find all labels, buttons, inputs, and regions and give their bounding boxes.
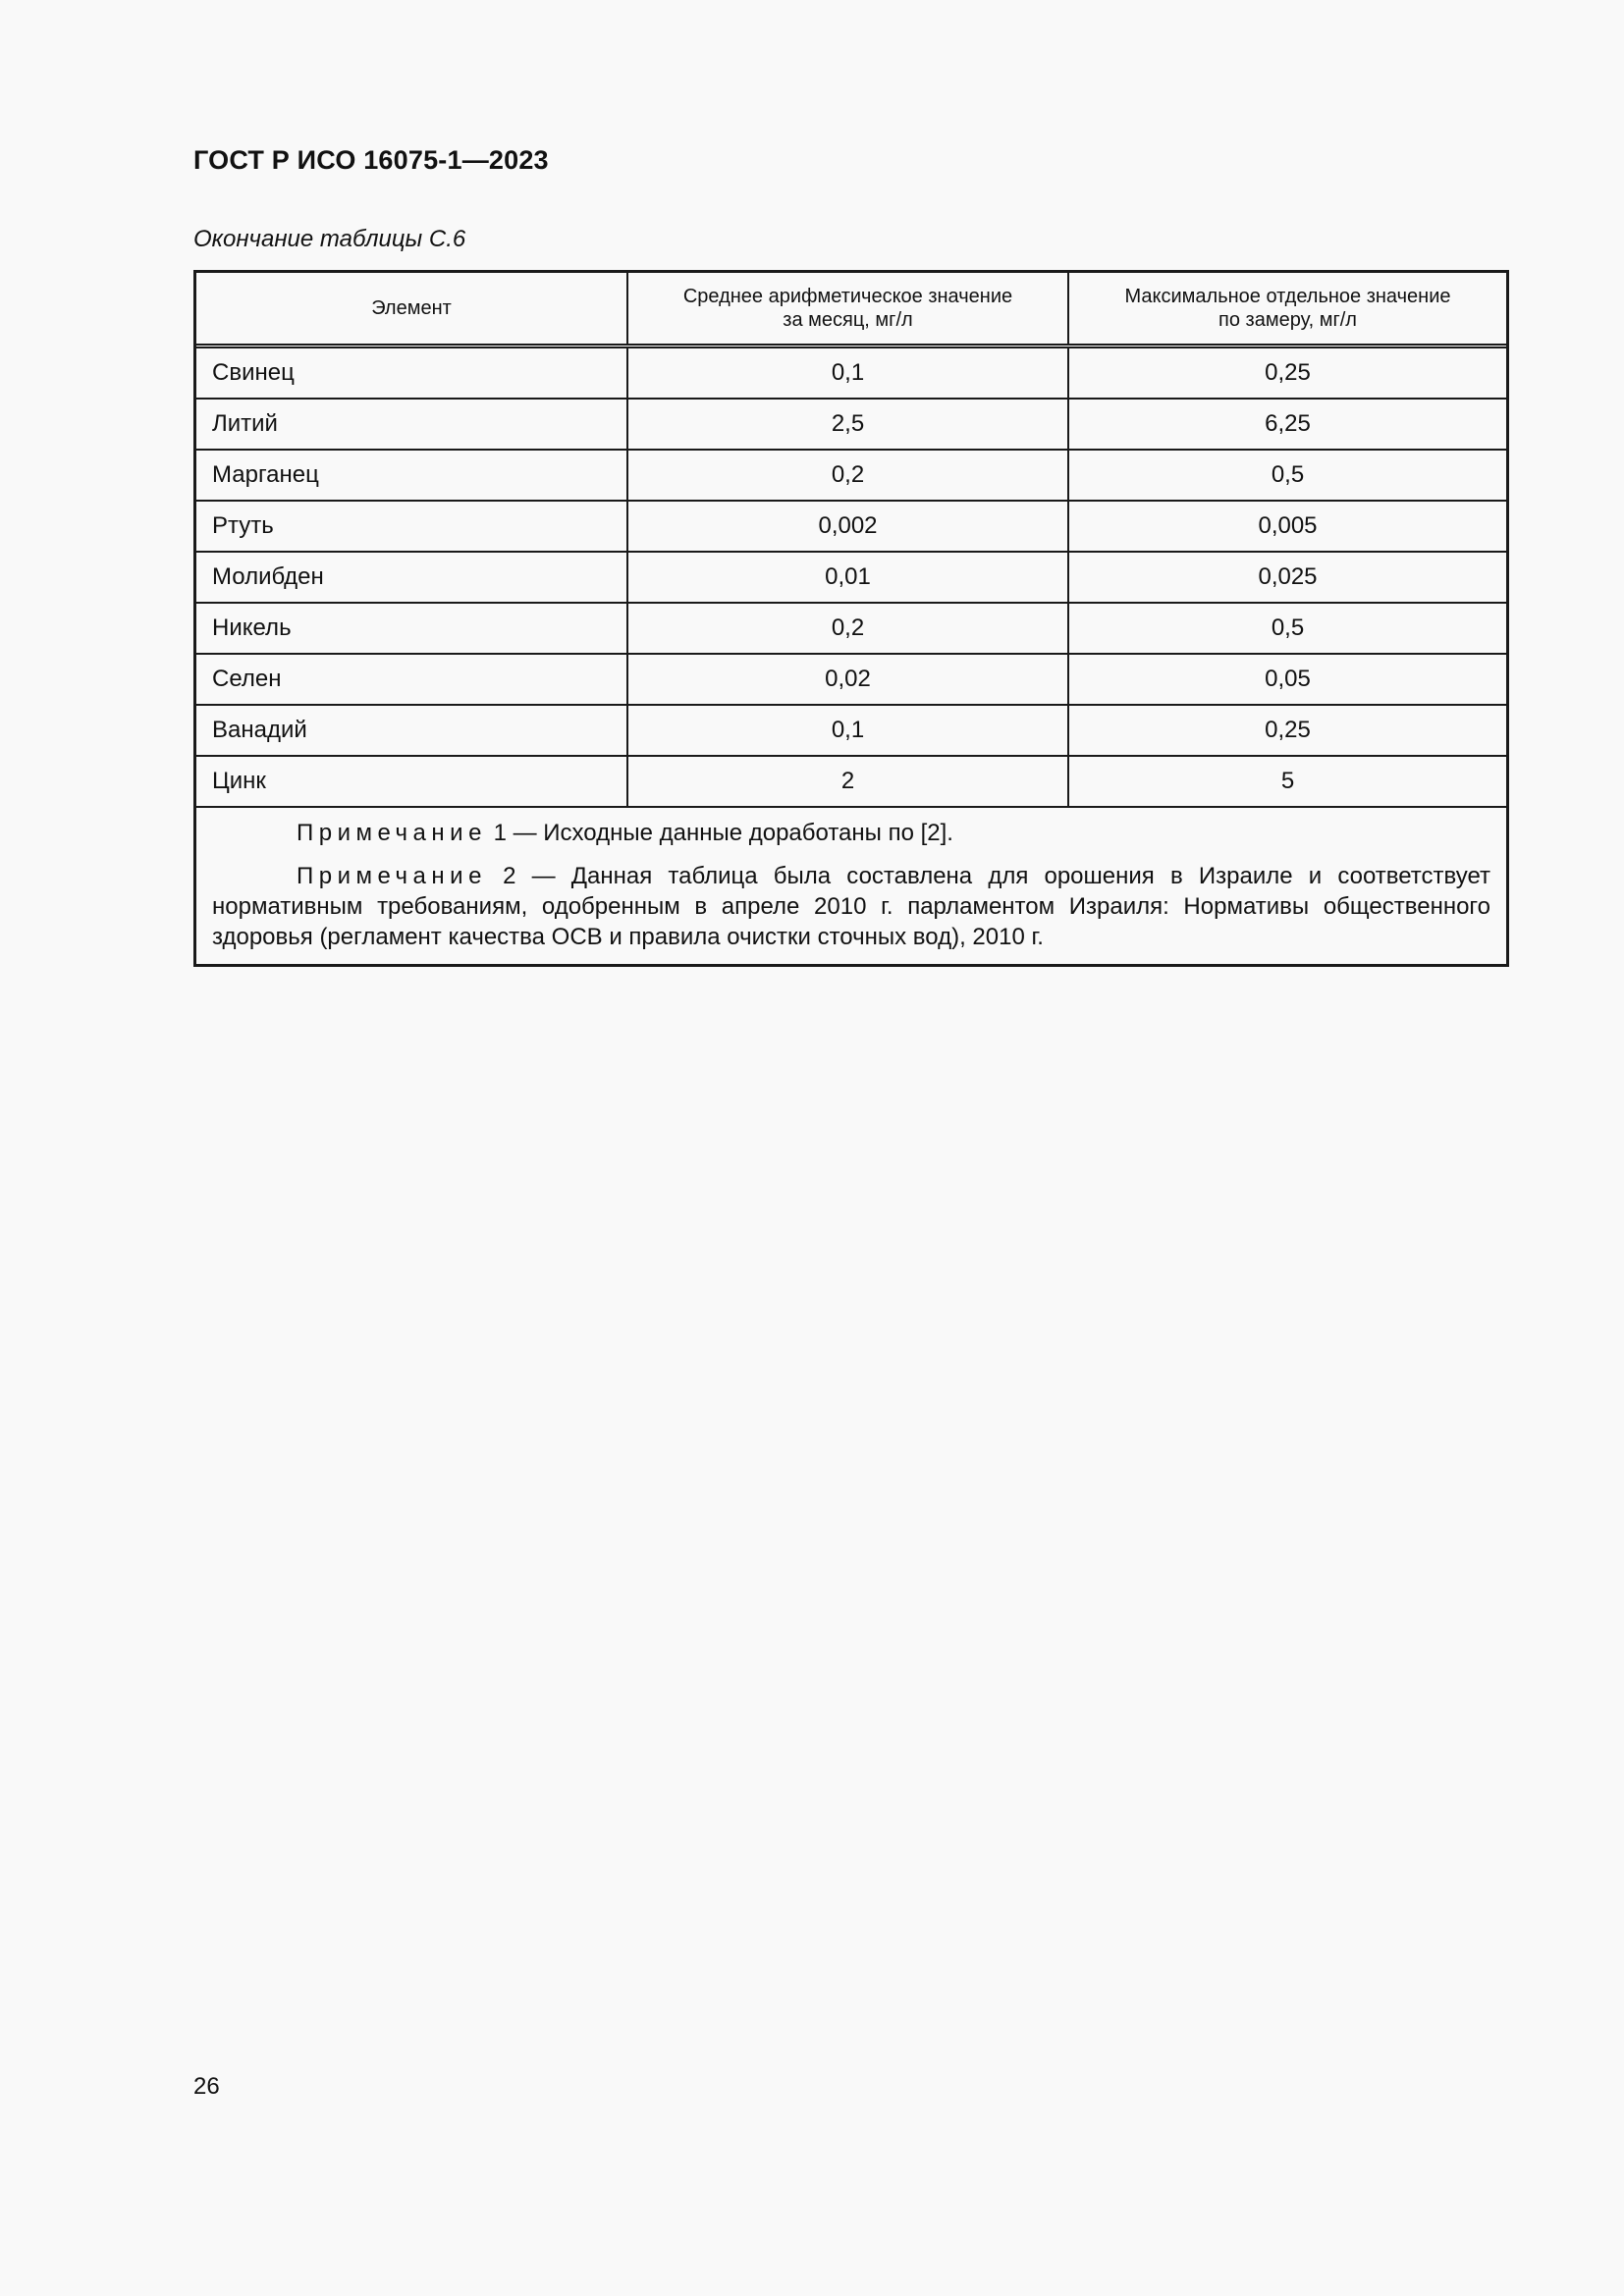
table-notes bbox=[196, 808, 1506, 964]
average-value-cell: 0,1 bbox=[628, 706, 1069, 755]
note-2 bbox=[212, 861, 1490, 952]
column-header-average bbox=[628, 273, 1069, 344]
maximum-value-cell: 0,025 bbox=[1258, 563, 1318, 590]
note-1-label: Примечание bbox=[297, 820, 487, 846]
column-header-average-label: Среднее арифметическое значение за месяц, мг/л bbox=[682, 286, 1013, 331]
page-number: 26 bbox=[193, 2073, 220, 2100]
data-table bbox=[193, 270, 1509, 967]
element-cell: Молибден bbox=[196, 553, 628, 602]
element-cell: Литий bbox=[196, 400, 628, 449]
average-value-cell: 0,01 bbox=[628, 553, 1069, 602]
maximum-value-cell: 6,25 bbox=[1265, 410, 1311, 437]
maximum-value-cell: 5 bbox=[1280, 768, 1295, 794]
maximum-value-cell: 0,5 bbox=[1271, 461, 1305, 488]
average-value-cell: 0,2 bbox=[628, 451, 1069, 500]
note-2-text: 2 — Данная таблица была составлена для орошения в Израиле и соответствует нормативным требованиям, одобренным в апреле 2010 г. парламентом Израиля: Нормативы общественного здоровья (регламент качества ОСВ и правила очистки сточных вод), 2010 г. bbox=[212, 863, 1490, 950]
maximum-value-cell: 0,005 bbox=[1258, 512, 1318, 539]
column-header-maximum-label: Максимальное отдельное значение по замеру, мг/л bbox=[1124, 286, 1451, 331]
element-cell: Цинк bbox=[196, 757, 628, 806]
maximum-value-cell: 0,05 bbox=[1265, 666, 1311, 692]
table-row bbox=[196, 655, 1506, 706]
element-cell: Селен bbox=[196, 655, 628, 704]
table-caption: Окончание таблицы С.6 bbox=[193, 226, 466, 252]
element-cell: Ванадий bbox=[196, 706, 628, 755]
element-cell: Ртуть bbox=[196, 502, 628, 551]
element-cell: Марганец bbox=[196, 451, 628, 500]
note-2-label: Примечание bbox=[297, 863, 487, 889]
average-value-cell: 2 bbox=[628, 757, 1069, 806]
table-row bbox=[196, 502, 1506, 553]
table-row bbox=[196, 348, 1506, 400]
maximum-value-cell: 0,25 bbox=[1265, 359, 1311, 386]
table-header-row bbox=[196, 273, 1506, 348]
element-cell: Свинец bbox=[196, 348, 628, 398]
table-row bbox=[196, 451, 1506, 502]
column-header-element bbox=[196, 273, 628, 344]
note-1-text: 1 — Исходные данные доработаны по [2]. bbox=[486, 820, 953, 846]
column-header-element-label: Элемент bbox=[371, 297, 452, 319]
average-value-cell: 0,1 bbox=[628, 348, 1069, 398]
element-cell: Никель bbox=[196, 604, 628, 653]
document-header: ГОСТ Р ИСО 16075-1—2023 bbox=[193, 145, 549, 175]
average-value-cell: 0,02 bbox=[628, 655, 1069, 704]
table-row bbox=[196, 400, 1506, 451]
note-1 bbox=[212, 818, 1490, 848]
average-value-cell: 0,002 bbox=[628, 502, 1069, 551]
table-row bbox=[196, 553, 1506, 604]
maximum-value-cell: 0,25 bbox=[1265, 717, 1311, 743]
table-row bbox=[196, 757, 1506, 808]
table-row bbox=[196, 604, 1506, 655]
table-row bbox=[196, 706, 1506, 757]
column-header-maximum bbox=[1069, 273, 1506, 344]
maximum-value-cell: 0,5 bbox=[1271, 614, 1305, 641]
average-value-cell: 0,2 bbox=[628, 604, 1069, 653]
average-value-cell: 2,5 bbox=[628, 400, 1069, 449]
